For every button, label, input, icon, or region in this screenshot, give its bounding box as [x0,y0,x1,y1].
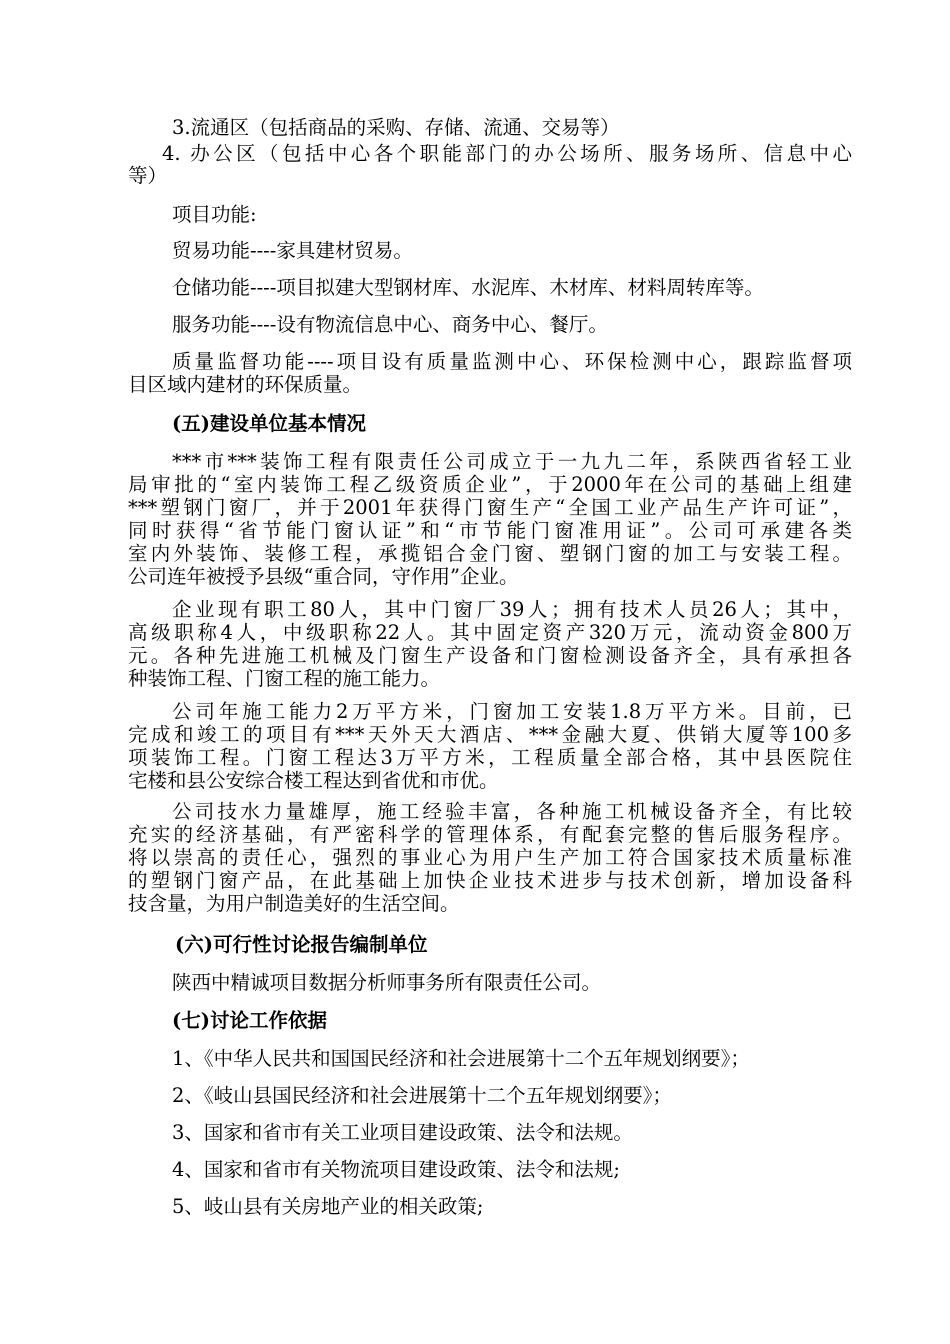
section5-p2-line: 元。各种先进施工机械及门窗生产设备和门窗检测设备齐全，具有承担各 [128,644,852,667]
basis-item: 5、岐山县有关房地产业的相关政策; [172,1195,484,1218]
basis-item: 3、国家和省市有关工业项目建设政策、法令和法规。 [172,1121,633,1144]
section5-p4-line: 公司技水力量雄厚，施工经验丰富，各种施工机械设备齐全，有比较 [172,800,852,823]
trade-function: 贸易功能----家具建材贸易。 [172,239,413,262]
section5-p2-line: 种装饰工程、门窗工程的施工能力。 [128,667,441,690]
section5-p2-line: 企业现有职工80人，其中门窗厂39人；拥有技术人员26人；其中， [172,598,852,621]
section6-heading: (六)可行性讨论报告编制单位 [175,933,428,956]
storage-function: 仓储功能----项目拟建大型钢材库、水泥库、木材库、材料周转库等。 [172,276,764,299]
line-circulation-area: 3.流通区（包括商品的采购、存储、流通、交易等） [172,116,620,139]
project-function-label: 项目功能: [172,203,257,226]
section5-p3-line: 宅楼和县公安综合楼工程达到省优和市优。 [128,769,499,792]
section5-p1-line: ***塑钢门窗厂，并于2001年获得门窗生产“全国工业产品生产许可证”， [128,496,852,519]
section5-p2-line: 高级职称4人，中级职称22人。其中固定资产320万元，流动资金800万 [128,621,852,644]
basis-item: 4、国家和省市有关物流项目建设政策、法令和法规; [172,1158,620,1181]
section5-p4-line: 的塑钢门窗产品，在此基础上加快企业技术进步与技术创新，增加设备科 [128,869,852,892]
section5-p4-line: 充实的经济基础，有严密科学的管理体系，有配套完整的售后服务程序。 [128,823,852,846]
section5-p4-line: 将以崇高的责任心，强烈的事业心为用户生产加工符合国家技术质量标准 [128,846,852,869]
section7-heading: (七)讨论工作依据 [172,1009,327,1032]
section5-p1-line: 局审批的“室内装饰工程乙级资质企业”，于2000年在公司的基础上组建 [128,473,852,496]
basis-item: 2、《岐山县国民经济和社会进展第十二个五年规划纲要》； [172,1084,672,1107]
section5-p1-line: 公司连年被授予县级“重合同，守作用”企业。 [128,565,519,588]
section5-p1-line: 同时获得“省节能门窗认证”和“市节能门窗准用证”。公司可承建各类 [128,519,852,542]
section5-p3-line: 公司年施工能力2万平方米，门窗加工安装1.8万平方米。目前，已 [172,700,852,723]
section5-p3-line: 项装饰工程。门窗工程达3万平方米，工程质量全部合格，其中县医院住 [128,746,852,769]
section5-p3-line: 完成和竣工的项目有***天外天大酒店、***金融大夏、供销大厦等100多 [128,723,852,746]
line-office-area: 4. 办公区（包括中心各个职能部门的办公场所、服务场所、信息中心 [162,142,852,165]
service-function: 服务功能----设有物流信息中心、商务中心、餐厅。 [172,313,608,336]
basis-item: 1、《中华人民共和国国民经济和社会进展第十二个五年规划纲要》； [172,1047,750,1070]
quality-function-line2: 目区域内建材的环保质量。 [128,373,363,396]
section5-p1-line: ***市***装饰工程有限责任公司成立于一九九二年，系陕西省轻工业 [172,450,852,473]
section6-text: 陕西中精诚项目数据分析师事务所有限责任公司。 [172,971,602,994]
quality-function-line1: 质量监督功能----项目设有质量监测中心、环保检测中心，跟踪监督项 [172,350,852,373]
section5-heading: (五)建设单位基本情况 [172,412,366,435]
section5-p1-line: 室内外装饰、装修工程，承揽铝合金门窗、塑钢门窗的加工与安装工程。 [128,542,852,565]
line-office-area-cont: 等） [128,164,168,187]
section5-p4-line: 技含量，为用户制造美好的生活空间。 [128,892,460,915]
